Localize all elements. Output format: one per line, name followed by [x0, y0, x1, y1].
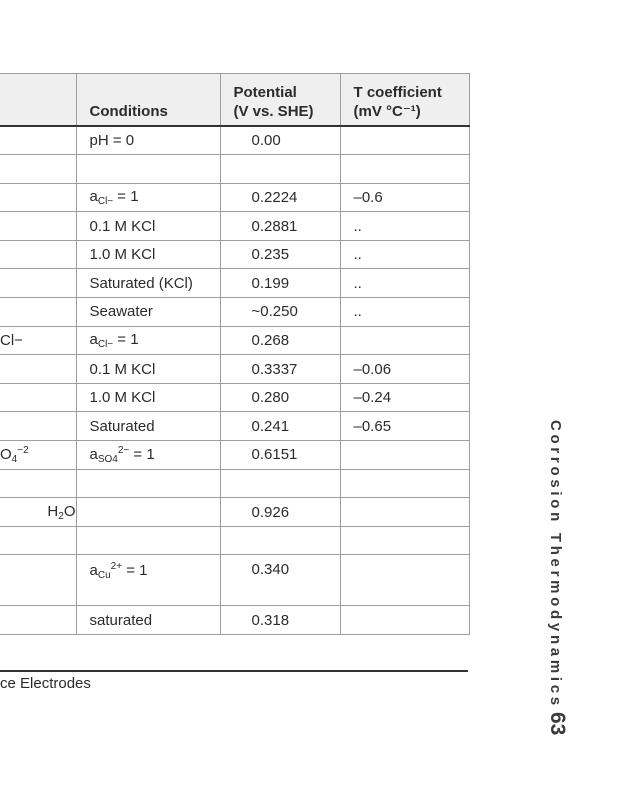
running-header-title: Corrosion Thermodynamics	[547, 420, 564, 709]
conditions-cell: Seawater	[76, 298, 220, 327]
table-row	[0, 240, 469, 269]
tcoef-cell: ..	[340, 269, 469, 298]
reference-electrode-table	[0, 73, 470, 635]
tcoef-cell: ..	[340, 240, 469, 269]
potential-cell: 0.2881	[220, 212, 340, 241]
conditions-cell: saturated	[76, 606, 220, 635]
potential-cell	[220, 526, 340, 555]
tcoef-cell: –0.6	[340, 183, 469, 212]
potential-cell: 0.280	[220, 383, 340, 412]
electrode-cell	[0, 606, 76, 635]
electrode-cell	[0, 155, 76, 184]
tcoef-cell	[340, 469, 469, 498]
potential-cell: 0.268	[220, 326, 340, 355]
table-row	[0, 298, 469, 327]
activity-equals: = 1	[113, 187, 139, 205]
electrode-cell	[0, 126, 76, 155]
electrode-subscript: 4	[11, 453, 18, 465]
table-caption: ce Electrodes	[0, 675, 91, 692]
potential-cell: 0.318	[220, 606, 340, 635]
page-number: 63	[546, 712, 569, 736]
electrode-subscript: 2	[58, 510, 64, 522]
conditions-cell	[76, 469, 220, 498]
conditions-cell	[76, 441, 220, 470]
conditions-cell: 1.0 M KCl	[76, 240, 220, 269]
tcoef-cell	[340, 441, 469, 470]
header-tcoef-line1: T coefficient	[353, 84, 442, 101]
conditions-cell	[76, 155, 220, 184]
conditions-cell: Saturated	[76, 412, 220, 441]
tcoef-cell	[340, 155, 469, 184]
conditions-cell: 0.1 M KCl	[76, 212, 220, 241]
header-potential-line1: Potential	[233, 84, 297, 101]
electrode-superscript: −2	[17, 444, 29, 456]
tcoef-cell	[340, 555, 469, 606]
conditions-cell: pH = 0	[76, 126, 220, 155]
activity-symbol: a	[89, 562, 98, 580]
potential-cell	[220, 155, 340, 184]
table-row	[0, 212, 469, 241]
potential-cell: ~0.250	[220, 298, 340, 327]
table-row	[0, 269, 469, 298]
tcoef-cell: ..	[340, 298, 469, 327]
table-row	[0, 441, 469, 470]
electrode-rest: O	[63, 502, 76, 520]
table-header-row	[0, 74, 469, 127]
electrode-cell	[0, 555, 76, 606]
activity-symbol: a	[89, 187, 98, 205]
electrode-cell	[0, 526, 76, 555]
header-electrode	[0, 74, 76, 127]
header-potential-line2: (V vs. SHE)	[233, 103, 314, 120]
conditions-cell	[76, 183, 220, 212]
potential-cell: 0.3337	[220, 355, 340, 384]
table-row	[0, 155, 469, 184]
conditions-cell: Saturated (KCl)	[76, 269, 220, 298]
activity-superscript: 2+	[110, 561, 123, 573]
header-tcoef-line2: (mV °C⁻¹)	[353, 103, 421, 120]
tcoef-cell: –0.06	[340, 355, 469, 384]
electrode-cell	[0, 441, 76, 470]
electrode-cell: Cl−	[0, 326, 76, 355]
tcoef-cell	[340, 498, 469, 527]
potential-cell: 0.926	[220, 498, 340, 527]
potential-cell: 0.6151	[220, 441, 340, 470]
potential-cell: 0.235	[220, 240, 340, 269]
potential-cell: 0.2224	[220, 183, 340, 212]
table-row	[0, 526, 469, 555]
activity-equals: = 1	[129, 445, 155, 463]
tcoef-cell: –0.24	[340, 383, 469, 412]
potential-cell: 0.340	[220, 555, 340, 606]
table-row	[0, 383, 469, 412]
activity-subscript: Cu	[97, 570, 111, 582]
header-potential	[220, 74, 340, 127]
conditions-cell	[76, 326, 220, 355]
header-conditions: Conditions	[76, 74, 220, 127]
potential-cell	[220, 469, 340, 498]
electrode-cell	[0, 469, 76, 498]
table-bottom-rule	[0, 670, 468, 672]
table-row	[0, 606, 469, 635]
header-t-coefficient	[340, 74, 469, 127]
activity-equals: = 1	[122, 562, 148, 580]
electrode-cell	[0, 412, 76, 441]
activity-symbol: a	[89, 445, 98, 463]
tcoef-cell	[340, 326, 469, 355]
table-row	[0, 183, 469, 212]
table-row	[0, 555, 469, 606]
tcoef-cell	[340, 126, 469, 155]
table-row	[0, 355, 469, 384]
electrode-cell	[0, 498, 76, 527]
electrode-cell	[0, 355, 76, 384]
table-row	[0, 126, 469, 155]
activity-superscript: 2−	[117, 444, 130, 456]
tcoef-cell: ..	[340, 212, 469, 241]
electrode-cell	[0, 269, 76, 298]
potential-cell: 0.00	[220, 126, 340, 155]
electrode-cell	[0, 298, 76, 327]
tcoef-cell	[340, 606, 469, 635]
tcoef-cell: –0.65	[340, 412, 469, 441]
electrode-cell	[0, 183, 76, 212]
electrode-cell	[0, 383, 76, 412]
activity-subscript: Cl−	[97, 338, 114, 350]
table-row	[0, 412, 469, 441]
conditions-cell	[76, 498, 220, 527]
table-row	[0, 498, 469, 527]
activity-subscript: SO4	[97, 453, 118, 465]
activity-subscript: Cl−	[97, 195, 114, 207]
conditions-cell: 1.0 M KCl	[76, 383, 220, 412]
electrode-cell	[0, 240, 76, 269]
electrode-symbol: O	[0, 445, 12, 463]
electrode-cell	[0, 212, 76, 241]
conditions-cell	[76, 526, 220, 555]
electrode-symbol: H	[47, 502, 59, 520]
potential-cell: 0.241	[220, 412, 340, 441]
table-row	[0, 326, 469, 355]
conditions-cell: 0.1 M KCl	[76, 355, 220, 384]
activity-equals: = 1	[113, 330, 139, 348]
conditions-cell	[76, 555, 220, 606]
table-row	[0, 469, 469, 498]
activity-symbol: a	[89, 330, 98, 348]
potential-cell: 0.199	[220, 269, 340, 298]
tcoef-cell	[340, 526, 469, 555]
